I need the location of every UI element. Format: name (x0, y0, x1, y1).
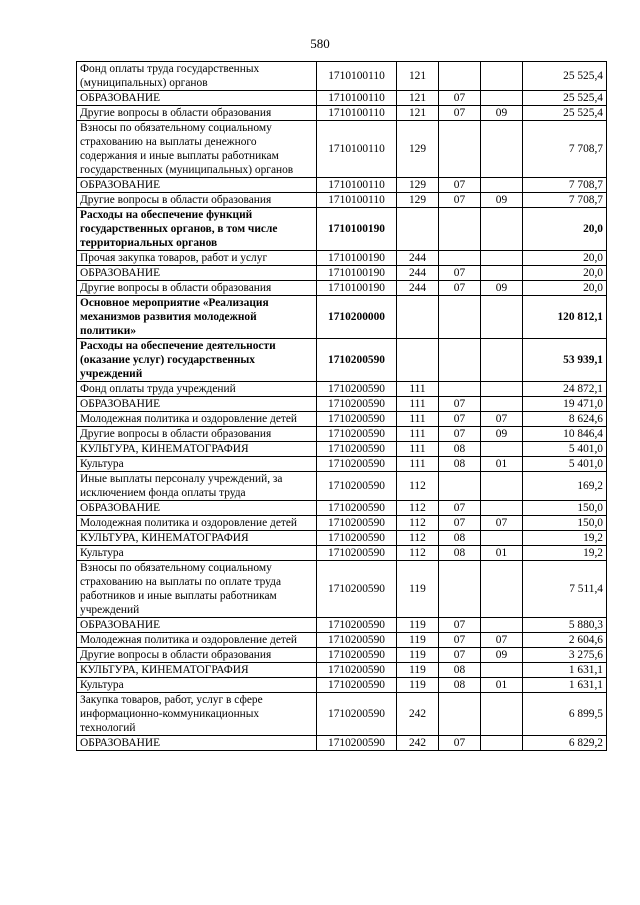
row-code: 1710200590 (317, 663, 397, 678)
row-code: 1710200590 (317, 501, 397, 516)
row-section: 08 (439, 663, 481, 678)
row-expense-type: 119 (397, 648, 439, 663)
row-name: Расходы на обеспечение функций государственных органов, в том числе территориальных органов (77, 208, 317, 251)
table-row (77, 693, 607, 736)
page-number: 580 (310, 36, 330, 51)
row-section: 07 (439, 106, 481, 121)
row-name: Молодежная политика и оздоровление детей (77, 412, 317, 427)
row-expense-type: 119 (397, 633, 439, 648)
table-row (77, 281, 607, 296)
table-row (77, 472, 607, 501)
row-code: 1710200590 (317, 457, 397, 472)
row-code: 1710100190 (317, 281, 397, 296)
row-expense-type: 112 (397, 546, 439, 561)
row-code: 1710200590 (317, 339, 397, 382)
row-amount: 6 829,2 (523, 736, 607, 751)
row-expense-type: 111 (397, 412, 439, 427)
row-subsection: 09 (481, 193, 523, 208)
row-subsection (481, 693, 523, 736)
table-row (77, 251, 607, 266)
row-code: 1710100110 (317, 62, 397, 91)
row-code: 1710100110 (317, 121, 397, 178)
row-code: 1710100110 (317, 178, 397, 193)
row-amount: 10 846,4 (523, 427, 607, 442)
row-amount: 19 471,0 (523, 397, 607, 412)
row-subsection (481, 178, 523, 193)
row-amount: 7 708,7 (523, 121, 607, 178)
row-code: 1710200590 (317, 618, 397, 633)
table-row (77, 678, 607, 693)
row-name: Другие вопросы в области образования (77, 193, 317, 208)
row-code: 1710100190 (317, 251, 397, 266)
table-row (77, 62, 607, 91)
row-section (439, 561, 481, 618)
row-code: 1710200590 (317, 531, 397, 546)
table-row (77, 106, 607, 121)
row-section (439, 339, 481, 382)
row-amount: 7 511,4 (523, 561, 607, 618)
table-row (77, 633, 607, 648)
row-name: ОБРАЗОВАНИЕ (77, 91, 317, 106)
row-section: 08 (439, 442, 481, 457)
table-row (77, 397, 607, 412)
row-subsection (481, 501, 523, 516)
row-amount: 19,2 (523, 546, 607, 561)
row-subsection (481, 121, 523, 178)
row-section (439, 296, 481, 339)
row-amount: 25 525,4 (523, 91, 607, 106)
row-section: 07 (439, 193, 481, 208)
table-row (77, 546, 607, 561)
row-name: ОБРАЗОВАНИЕ (77, 397, 317, 412)
row-section: 07 (439, 516, 481, 531)
row-expense-type (397, 208, 439, 251)
row-amount: 120 812,1 (523, 296, 607, 339)
row-expense-type: 242 (397, 693, 439, 736)
row-subsection: 09 (481, 427, 523, 442)
row-subsection: 07 (481, 516, 523, 531)
row-name: Иные выплаты персоналу учреждений, за исключением фонда оплаты труда (77, 472, 317, 501)
table-row (77, 339, 607, 382)
row-section (439, 251, 481, 266)
row-amount: 150,0 (523, 501, 607, 516)
row-name: ОБРАЗОВАНИЕ (77, 501, 317, 516)
row-section: 08 (439, 546, 481, 561)
row-expense-type: 119 (397, 561, 439, 618)
row-section (439, 208, 481, 251)
row-name: Прочая закупка товаров, работ и услуг (77, 251, 317, 266)
row-section: 07 (439, 397, 481, 412)
row-subsection (481, 531, 523, 546)
row-code: 1710200590 (317, 561, 397, 618)
row-subsection: 01 (481, 546, 523, 561)
table-row (77, 296, 607, 339)
row-code: 1710200590 (317, 546, 397, 561)
row-section: 08 (439, 457, 481, 472)
row-code: 1710200590 (317, 472, 397, 501)
table-row (77, 516, 607, 531)
row-section (439, 62, 481, 91)
table-row (77, 618, 607, 633)
row-expense-type: 244 (397, 251, 439, 266)
row-subsection: 07 (481, 633, 523, 648)
table-row (77, 736, 607, 751)
row-code: 1710200590 (317, 678, 397, 693)
row-amount: 1 631,1 (523, 663, 607, 678)
row-section: 07 (439, 412, 481, 427)
row-subsection (481, 736, 523, 751)
table-row (77, 531, 607, 546)
row-amount: 5 880,3 (523, 618, 607, 633)
row-expense-type: 129 (397, 121, 439, 178)
row-subsection (481, 561, 523, 618)
row-amount: 20,0 (523, 208, 607, 251)
row-name: ОБРАЗОВАНИЕ (77, 736, 317, 751)
row-expense-type: 112 (397, 472, 439, 501)
row-expense-type: 242 (397, 736, 439, 751)
row-amount: 6 899,5 (523, 693, 607, 736)
row-expense-type: 111 (397, 397, 439, 412)
row-code: 1710200590 (317, 648, 397, 663)
row-code: 1710200590 (317, 397, 397, 412)
row-subsection: 09 (481, 106, 523, 121)
row-expense-type: 112 (397, 516, 439, 531)
row-name: Молодежная политика и оздоровление детей (77, 633, 317, 648)
row-name: ОБРАЗОВАНИЕ (77, 266, 317, 281)
row-name: ОБРАЗОВАНИЕ (77, 618, 317, 633)
row-expense-type: 129 (397, 193, 439, 208)
row-section: 07 (439, 633, 481, 648)
row-code: 1710100190 (317, 208, 397, 251)
row-code: 1710100190 (317, 266, 397, 281)
row-subsection (481, 266, 523, 281)
row-section: 07 (439, 178, 481, 193)
table-row (77, 121, 607, 178)
row-subsection (481, 339, 523, 382)
row-name: Другие вопросы в области образования (77, 281, 317, 296)
row-amount: 20,0 (523, 281, 607, 296)
row-name: Взносы по обязательному социальному страхованию на выплаты денежного содержания и иные выплаты работникам государственных (муниципальных) органов (77, 121, 317, 178)
table-row (77, 193, 607, 208)
row-code: 1710200590 (317, 693, 397, 736)
row-expense-type: 112 (397, 531, 439, 546)
row-amount: 20,0 (523, 266, 607, 281)
row-subsection (481, 62, 523, 91)
row-amount: 1 631,1 (523, 678, 607, 693)
row-amount: 3 275,6 (523, 648, 607, 663)
row-section: 07 (439, 266, 481, 281)
row-subsection (481, 91, 523, 106)
row-code: 1710100110 (317, 91, 397, 106)
row-expense-type: 119 (397, 663, 439, 678)
row-section (439, 472, 481, 501)
row-amount: 19,2 (523, 531, 607, 546)
budget-table (76, 61, 607, 751)
row-subsection (481, 397, 523, 412)
row-subsection (481, 442, 523, 457)
row-name: КУЛЬТУРА, КИНЕМАТОГРАФИЯ (77, 531, 317, 546)
row-subsection (481, 382, 523, 397)
row-section: 07 (439, 91, 481, 106)
row-code: 1710200590 (317, 412, 397, 427)
row-amount: 169,2 (523, 472, 607, 501)
row-subsection (481, 472, 523, 501)
row-expense-type: 111 (397, 382, 439, 397)
row-section (439, 121, 481, 178)
row-code: 1710200590 (317, 736, 397, 751)
row-section: 07 (439, 648, 481, 663)
row-amount: 150,0 (523, 516, 607, 531)
row-subsection: 07 (481, 412, 523, 427)
row-name: Другие вопросы в области образования (77, 106, 317, 121)
row-amount: 8 624,6 (523, 412, 607, 427)
row-code: 1710200590 (317, 427, 397, 442)
row-amount: 5 401,0 (523, 442, 607, 457)
row-section: 07 (439, 281, 481, 296)
row-code: 1710200590 (317, 633, 397, 648)
row-section: 07 (439, 501, 481, 516)
table-row (77, 457, 607, 472)
row-subsection (481, 663, 523, 678)
row-expense-type: 111 (397, 457, 439, 472)
row-subsection: 09 (481, 281, 523, 296)
row-amount: 7 708,7 (523, 178, 607, 193)
table-row (77, 501, 607, 516)
row-subsection (481, 208, 523, 251)
budget-table-body (77, 62, 607, 751)
row-name: Культура (77, 678, 317, 693)
row-subsection: 01 (481, 457, 523, 472)
table-row (77, 412, 607, 427)
table-row (77, 427, 607, 442)
table-row (77, 208, 607, 251)
row-name: Взносы по обязательному социальному страхованию на выплаты по оплате труда работников и иные выплаты работникам учреждений (77, 561, 317, 618)
row-subsection: 01 (481, 678, 523, 693)
row-amount: 53 939,1 (523, 339, 607, 382)
row-expense-type: 119 (397, 618, 439, 633)
row-expense-type (397, 339, 439, 382)
row-code: 1710100110 (317, 193, 397, 208)
row-amount: 25 525,4 (523, 62, 607, 91)
row-section: 07 (439, 736, 481, 751)
row-expense-type: 121 (397, 91, 439, 106)
row-section: 08 (439, 678, 481, 693)
row-expense-type: 244 (397, 281, 439, 296)
row-expense-type: 112 (397, 501, 439, 516)
row-amount: 20,0 (523, 251, 607, 266)
row-name: Культура (77, 457, 317, 472)
row-amount: 2 604,6 (523, 633, 607, 648)
row-amount: 7 708,7 (523, 193, 607, 208)
row-amount: 24 872,1 (523, 382, 607, 397)
row-expense-type: 111 (397, 427, 439, 442)
row-subsection: 09 (481, 648, 523, 663)
row-code: 1710200590 (317, 382, 397, 397)
row-name: КУЛЬТУРА, КИНЕМАТОГРАФИЯ (77, 442, 317, 457)
table-row (77, 442, 607, 457)
row-name: Другие вопросы в области образования (77, 648, 317, 663)
table-row (77, 561, 607, 618)
row-subsection (481, 296, 523, 339)
row-expense-type (397, 296, 439, 339)
row-expense-type: 121 (397, 106, 439, 121)
row-code: 1710200590 (317, 516, 397, 531)
row-expense-type: 121 (397, 62, 439, 91)
row-expense-type: 119 (397, 678, 439, 693)
row-code: 1710100110 (317, 106, 397, 121)
row-expense-type: 111 (397, 442, 439, 457)
row-code: 1710200000 (317, 296, 397, 339)
row-name: ОБРАЗОВАНИЕ (77, 178, 317, 193)
row-section (439, 382, 481, 397)
row-name: Молодежная политика и оздоровление детей (77, 516, 317, 531)
row-name: Другие вопросы в области образования (77, 427, 317, 442)
row-name: Фонд оплаты труда государственных (муниципальных) органов (77, 62, 317, 91)
table-row (77, 266, 607, 281)
row-amount: 5 401,0 (523, 457, 607, 472)
row-name: КУЛЬТУРА, КИНЕМАТОГРАФИЯ (77, 663, 317, 678)
row-section (439, 693, 481, 736)
row-name: Закупка товаров, работ, услуг в сфере информационно-коммуникационных технологий (77, 693, 317, 736)
table-row (77, 91, 607, 106)
row-section: 08 (439, 531, 481, 546)
row-name: Расходы на обеспечение деятельности (оказание услуг) государственных учреждений (77, 339, 317, 382)
row-expense-type: 244 (397, 266, 439, 281)
row-subsection (481, 618, 523, 633)
row-section: 07 (439, 427, 481, 442)
row-subsection (481, 251, 523, 266)
table-row (77, 663, 607, 678)
row-section: 07 (439, 618, 481, 633)
row-name: Культура (77, 546, 317, 561)
row-code: 1710200590 (317, 442, 397, 457)
table-row (77, 178, 607, 193)
row-name: Основное мероприятие «Реализация механизмов развития молодежной политики» (77, 296, 317, 339)
row-expense-type: 129 (397, 178, 439, 193)
row-amount: 25 525,4 (523, 106, 607, 121)
row-name: Фонд оплаты труда учреждений (77, 382, 317, 397)
table-row (77, 648, 607, 663)
table-row (77, 382, 607, 397)
